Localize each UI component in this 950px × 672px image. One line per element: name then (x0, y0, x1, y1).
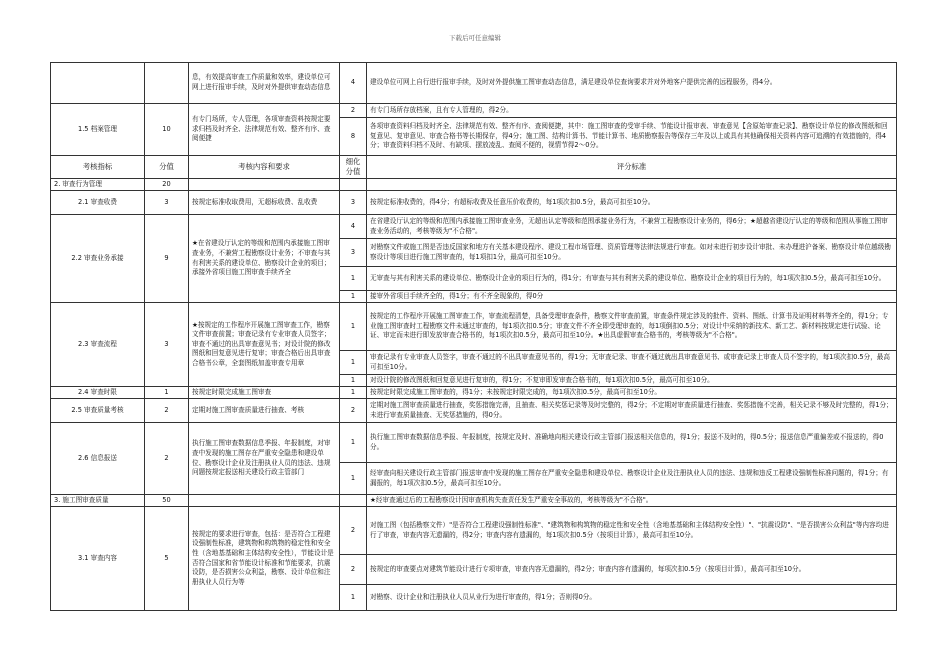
content-cell (189, 179, 340, 191)
table-row (51, 215, 897, 239)
criteria-cell: 在省建设厅认定的等级和范围内承接施工图审查业务，无超出认定等级和范围承接业务行为，不兼营工程勘察设计业务的，得6分；★超越省建设厅认定的等级和范围从事施工图审查业务活动的，考核等级为"不合格"。 (367, 215, 897, 239)
content-cell: 按规定标准收取费用，无超标收费、乱收费 (189, 191, 340, 215)
table-row (51, 104, 897, 118)
column-header-sub-score: 细化分值 (340, 156, 367, 179)
column-header-row (51, 156, 897, 179)
content-cell: ★在省建设厅认定的等级和范围内承接施工图审查业务，不兼营工程勘察设计业务；不审查与其有利害关系的建设单位、勘察设计企业的项目；承接外省项目施工图审查手续齐全 (189, 215, 340, 303)
section-row (51, 495, 897, 507)
score-cell: 3 (145, 191, 189, 215)
score-cell: 2 (145, 399, 189, 423)
criteria-cell: 按规定标准收费的，得4分；有超标收费及任意压价收费的，每1项次扣0.5分，最高可扣至10分。 (367, 191, 897, 215)
indicator-cell: 3.1 审查内容 (51, 507, 145, 611)
indicator-cell: 2.6 信息报送 (51, 423, 145, 495)
header-note: 下载后可任意编辑 (449, 34, 501, 42)
table-row (51, 387, 897, 399)
content-cell (189, 495, 340, 507)
sub-score-cell: 2 (340, 399, 367, 423)
content-cell: 息，有效提高审查工作质量和效率，建设单位可网上进行报审手续，及时对外提供审查动态信息 (189, 63, 340, 104)
criteria-cell: 有专门场所存放档案，且有专人管理的，得2分。 (367, 104, 897, 118)
criteria-cell: 审查记录有专业审查人员签字，审查不通过的不出具审查意见书的，得1分；无审查记录、审查不通过就出具审查意见书、或审查记录上审查人员不签字的，每1项次扣0.5分，最高可扣至10分。 (367, 351, 897, 375)
indicator-cell: 2.1 审查收费 (51, 191, 145, 215)
column-header-indicator: 考核指标 (51, 156, 145, 179)
sub-score-cell: 8 (340, 118, 367, 156)
score-cell: 20 (145, 179, 189, 191)
sub-score-cell: 3 (340, 191, 367, 215)
sub-score-cell: 1 (340, 351, 367, 375)
criteria-cell: 无审查与其有利害关系的建设单位、勘察设计企业的项目行为的，得1分；有审查与其有利害关系的建设单位、勘察设计企业的项目行为的，每1项次扣0.5分，最高可扣至10分。 (367, 267, 897, 291)
indicator-cell: 2.3 审查流程 (51, 303, 145, 387)
criteria-cell: 经审查向相关建设行政主管部门报送审查中发现的施工图存在严重安全隐患和建设单位、勘察设计企业及注册执业人员的违法、违规和违反工程建设强制性标准问题的，得1分；有漏报的，每1项次扣0.5分，最高可扣至10分。 (367, 463, 897, 495)
score-cell: 2 (145, 423, 189, 495)
content-cell: 按规定时限完成施工图审查 (189, 387, 340, 399)
score-cell: 3 (145, 303, 189, 387)
sub-score-cell: 1 (340, 585, 367, 611)
score-cell: 10 (145, 104, 189, 156)
criteria-cell: ★经审查通过后的工程勘察设计因审查机构失查责任发生严重安全事故的，考核等级为"不合格"。 (367, 495, 897, 507)
indicator-cell: 2.5 审查质量考核 (51, 399, 145, 423)
table-row (51, 423, 897, 463)
score-cell: 1 (145, 387, 189, 399)
content-cell: 按规定的要求进行审查，包括：是否符合工程建设强制性标准，建筑物和构筑物的稳定性和安全性（含地基基础和主体结构安全性），节能设计是否符合国家和省节能设计标准和节能要求，抗震设防，是否损害公众利益，勘察、设计单位和注册执业人员行为等 (189, 507, 340, 611)
criteria-cell: 各项审查资料归档及时齐全、法律规范有效、整齐有序、查阅便捷，其中：施工图审查的受审手续、节能设计报审表、审查意见【含原始审查记录】、勘察设计单位的修改图纸和回复意见、复审意见、审查合格书等长期保存，得4分；施工图、结构计算书、节能计算书、地质勘察报告等保存三年及以上或具有其他确保相关资料内容可追溯的有效措施的，得4分；审查资料归档不及时、有缺项、摆放凌乱、查阅不便的，视情节得2～0分。 (367, 118, 897, 156)
sub-score-cell: 4 (340, 215, 367, 239)
sub-score-cell: 4 (340, 63, 367, 104)
criteria-cell: 按规定时限完成施工图审查的，得1分；未按规定时限完成的，每1项次扣0.5分，最高可扣至10分。 (367, 387, 897, 399)
score-cell: 50 (145, 495, 189, 507)
assessment-table (50, 62, 897, 611)
indicator-cell: 3. 施工图审查质量 (51, 495, 145, 507)
content-cell: ★按规定的工作程序开展施工图审查工作，勘察文件审查前置；审查记录有专业审查人员签字；审查不通过的出具审查意见书；对设计院的修改图纸和回复意见进行复审；审查合格后出具审查合格书公章，全套图纸加盖审查专用章 (189, 303, 340, 387)
criteria-cell: 对勘察、设计企业和注册执业人员从业行为进行审查的，得1分；否则得0分。 (367, 585, 897, 611)
column-header-content: 考核内容和要求 (189, 156, 340, 179)
criteria-cell: 按规定的工作程序开展施工图审查工作，审查流程清楚，具备受理审查条件，勘察文件审查前置，审查条件规定涉及的批件、资料、图纸、计算书及证明材料等齐全的，得1分；专业施工图审查时工程勘察文件未通过审查的，每1项次扣0.5分；审查文件不齐全即受理审查的，每1项倒扣0.5分；对设计中采纳的新技术、新工艺、新材料按规定进行试验、论证、审定而未进行即发放审查合格书的，每1项次扣0.5分，最高可扣至10分。★出具虚假审查合格书的，考核等级为"不合格"。 (367, 303, 897, 351)
criteria-cell: 建设单位可网上自行进行报审手续，及时对外提供施工图审查动态信息，满足建设单位查询要求并对外地客户提供完善的远程服务，得4分。 (367, 63, 897, 104)
column-header-score: 分值 (145, 156, 189, 179)
content-cell: 有专门场所，专人管理，各项审查资料按规定要求归档及时齐全、法律规范有效、整齐有序、查阅便捷 (189, 104, 340, 156)
sub-score-cell: 1 (340, 267, 367, 291)
score-cell (145, 63, 189, 104)
indicator-cell: 1.5 档案管理 (51, 104, 145, 156)
indicator-cell: 2.2 审查业务承接 (51, 215, 145, 303)
sub-score-cell: 3 (340, 239, 367, 267)
content-cell: 执行施工图审查数据信息季报、年报制度，对审查中发现的施工图存在严重安全隐患和建设单位、勘察设计企业及注册执业人员的违法、违规问题按规定报送相关建设行政主管部门 (189, 423, 340, 495)
table-row (51, 399, 897, 423)
content-cell: 定期对施工图审查质量进行抽查、考核 (189, 399, 340, 423)
table-row (51, 63, 897, 104)
sub-score-cell: 1 (340, 423, 367, 463)
sub-score-cell: 2 (340, 507, 367, 555)
sub-score-cell: 2 (340, 104, 367, 118)
indicator-cell: 2.4 审查时限 (51, 387, 145, 399)
sub-score-cell: 2 (340, 555, 367, 585)
criteria-cell: 执行施工图审查数据信息季报、年报制度，按规定及时、准确地向相关建设行政主管部门报送相关信息的，得1分；报送不及时的，得0.5分；报送信息严重偏差或不报送的，得0分。 (367, 423, 897, 463)
sub-score-cell: 1 (340, 387, 367, 399)
criteria-cell: 对施工图（包括勘察文件）"是否符合工程建设强制性标准"、"建筑物和构筑物的稳定性和安全性（含地基基础和主体结构安全性）"、"抗震设防"、"是否损害公众利益"等内容均进行了审查，审查内容无遗漏的，得2分；审查内容有遗漏的，每1项次扣0.5分（按项目计算），最高可扣至10分。 (367, 507, 897, 555)
criteria-cell: 按规定的审查要点对建筑节能设计进行专项审查，审查内容无遗漏的，得2分；审查内容有遗漏的，每项次扣0.5分（按项目计算），最高可扣至10分。 (367, 555, 897, 585)
criteria-cell: 接审外省项目手续齐全的，得1分；有不齐全现象的，得0分 (367, 291, 897, 303)
table-row (51, 191, 897, 215)
sub-score-cell: 1 (340, 303, 367, 351)
criteria-cell: 定期对施工图审查质量进行抽查，奖惩措施完善，且抽查、相关奖惩记录等及时完整的，得2分；不定期对审查质量进行抽查、奖惩措施不完善，相关记录不够及时完整的，得1分；未进行审查质量抽查、无奖惩措施的，得0分。 (367, 399, 897, 423)
table-row (51, 303, 897, 351)
sub-score-cell: 1 (340, 463, 367, 495)
section-row (51, 179, 897, 191)
indicator-cell (51, 63, 145, 104)
table-row (51, 507, 897, 555)
criteria-cell: 对设计院的修改图纸和回复意见进行复审的，得1分；不复审即发审查合格书的，每1项次扣0.5分，最高可扣至10分。 (367, 375, 897, 387)
score-cell: 9 (145, 215, 189, 303)
sub-score-cell: 1 (340, 291, 367, 303)
column-header-criteria: 评分标准 (367, 156, 897, 179)
criteria-cell (367, 179, 897, 191)
sub-score-cell (340, 495, 367, 507)
score-cell: 5 (145, 507, 189, 611)
sub-score-cell (340, 179, 367, 191)
criteria-cell: 对勘察文件或施工图是否违反国家和地方有关基本建设程序、建设工程市场管理、资质管理等法律法规进行审查。如对未进行初步设计审批、未办理进沪备案、勘察设计单位越级勘察设计等项目进行施工图审查的，每1项扣1分，最高可扣至10分。 (367, 239, 897, 267)
sub-score-cell: 1 (340, 375, 367, 387)
indicator-cell: 2. 审查行为管理 (51, 179, 145, 191)
